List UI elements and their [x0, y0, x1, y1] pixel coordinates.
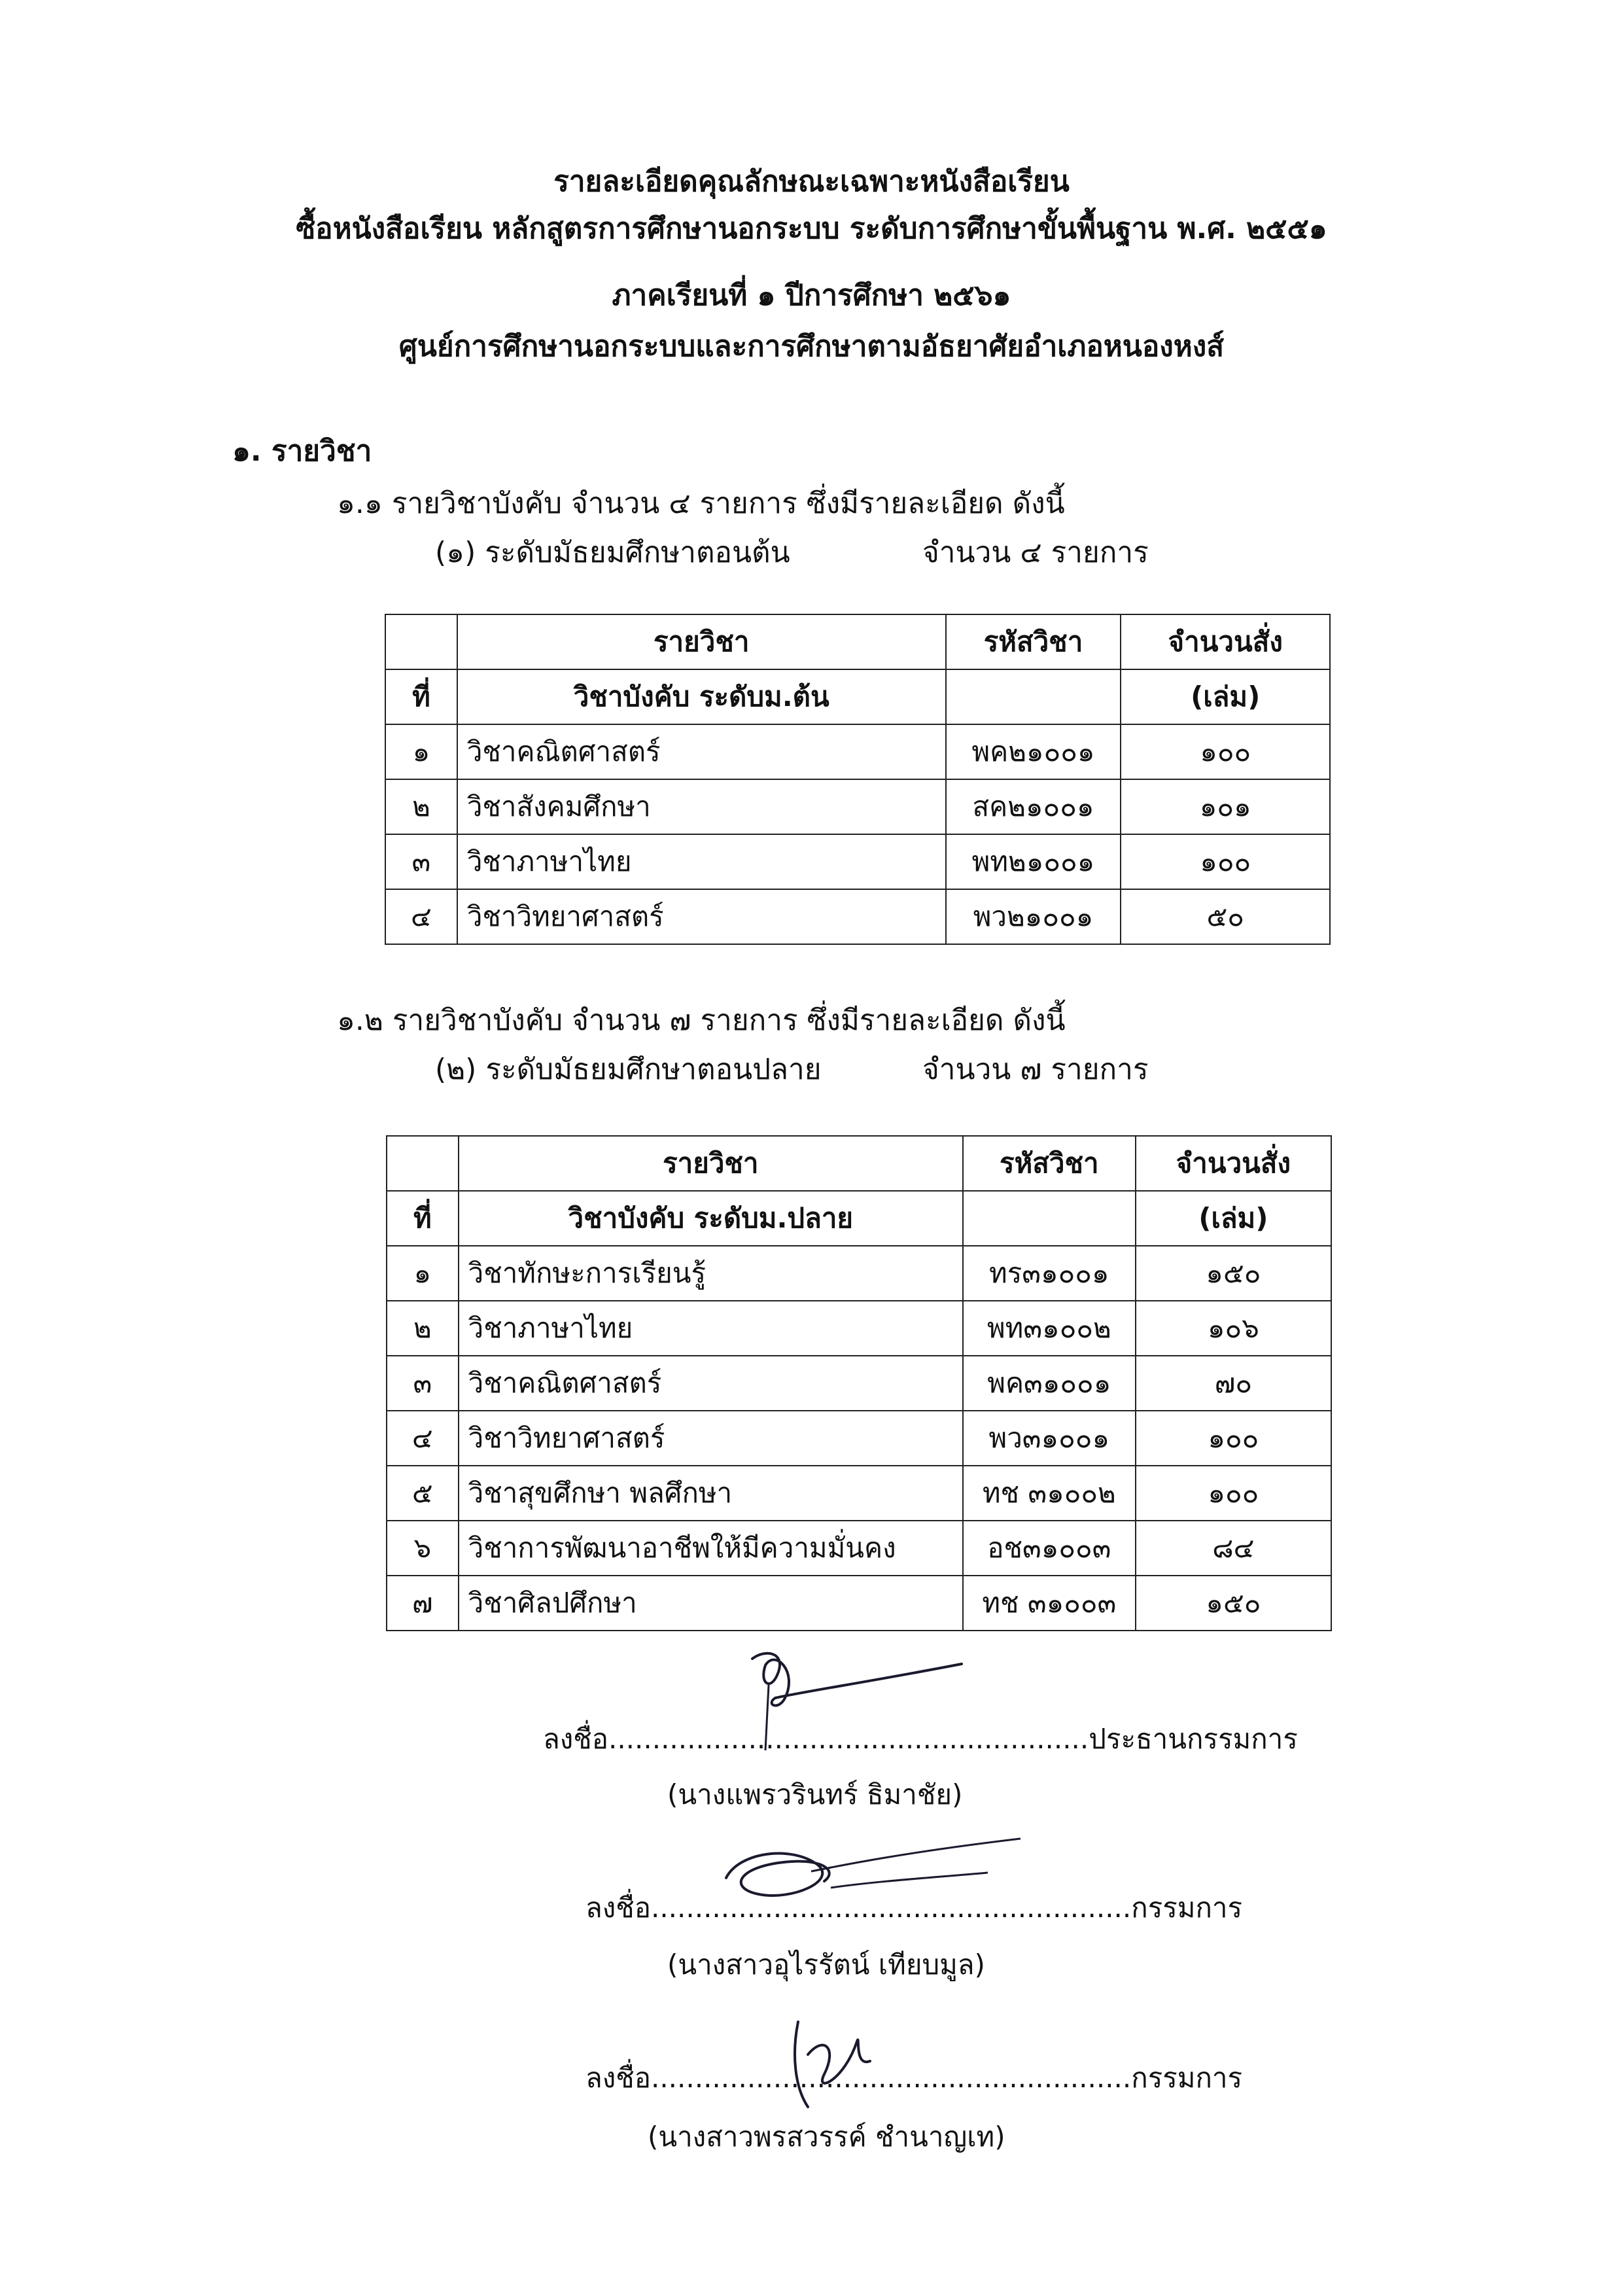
row-code: ทร๓๑๐๐๑ [963, 1246, 1136, 1301]
header-group: วิชาบังคับ ระดับม.ต้น [457, 669, 946, 724]
row-no: ๖ [387, 1521, 459, 1576]
doc-organization: ศูนย์การศึกษานอกระบบและการศึกษาตามอัธยาศัยอำเภอหนองหงส์ [398, 330, 1225, 363]
header-cell-blank [385, 614, 457, 669]
signature-line-member-2: ลงชื่อ.......................................................กรรมการ [585, 2062, 1243, 2094]
header-cell-blank [946, 669, 1121, 724]
signature-line-member-1: ลงชื่อ.......................................................กรรมการ [585, 1892, 1243, 1924]
row-qty: ๗๐ [1136, 1356, 1331, 1411]
table-row [387, 1246, 1331, 1301]
header-subject: รายวิชา [459, 1136, 963, 1191]
table-header-row [387, 1136, 1331, 1191]
item-count-2: จำนวน ๗ รายการ [922, 1053, 1149, 1086]
row-no: ๓ [385, 834, 457, 889]
signatory-name-1: (นางแพรวรินทร์ ธิมาชัย) [667, 1778, 963, 1810]
row-qty: ๑๐๑ [1121, 779, 1330, 834]
level-lower-secondary: (๑) ระดับมัธยมศึกษาตอนต้น [435, 536, 790, 569]
row-no: ๑ [387, 1246, 459, 1301]
table-row [385, 889, 1330, 944]
row-code: ทช ๓๑๐๐๓ [963, 1576, 1136, 1631]
row-no: ๓ [387, 1356, 459, 1411]
header-subject: รายวิชา [457, 614, 946, 669]
header-group: วิชาบังคับ ระดับม.ปลาย [459, 1191, 963, 1246]
table-header-row [387, 1191, 1331, 1246]
table-row [385, 779, 1330, 834]
table-upper-secondary [386, 1135, 1332, 1631]
row-qty: ๑๐๐ [1136, 1466, 1331, 1521]
row-subject: วิชาทักษะการเรียนรู้ [459, 1246, 963, 1301]
row-no: ๔ [387, 1411, 459, 1466]
signature-line-chairman: ลงชื่อ.......................................................ประธานกรรมการ [543, 1723, 1298, 1755]
row-subject: วิชาวิทยาศาสตร์ [459, 1411, 963, 1466]
row-no: ๗ [387, 1576, 459, 1631]
signatory-name-2: (นางสาวอุไรรัตน์ เทียบมูล) [667, 1949, 985, 1981]
row-code: พค๓๑๐๐๑ [963, 1356, 1136, 1411]
row-qty: ๑๐๖ [1136, 1301, 1331, 1356]
row-subject: วิชาการพัฒนาอาชีพให้มีความมั่นคง [459, 1521, 963, 1576]
row-subject: วิชาคณิตศาสตร์ [459, 1356, 963, 1411]
row-qty: ๑๕๐ [1136, 1576, 1331, 1631]
row-subject: วิชาภาษาไทย [459, 1301, 963, 1356]
row-code: พว๒๑๐๐๑ [946, 889, 1121, 944]
row-code: พท๒๑๐๐๑ [946, 834, 1121, 889]
row-no: ๑ [385, 724, 457, 779]
subsection-1-2: ๑.๒ รายวิชาบังคับ จำนวน ๗ รายการ ซึ่งมีรายละเอียด ดังนี้ [337, 1004, 1066, 1037]
row-subject: วิชาภาษาไทย [457, 834, 946, 889]
header-code: รหัสวิชา [963, 1136, 1136, 1191]
level-upper-secondary: (๒) ระดับมัธยมศึกษาตอนปลาย [435, 1053, 822, 1086]
row-qty: ๑๐๐ [1121, 834, 1330, 889]
table-row [387, 1521, 1331, 1576]
header-unit: (เล่ม) [1121, 669, 1330, 724]
table-header-row [385, 614, 1330, 669]
table-row [387, 1356, 1331, 1411]
row-qty: ๕๐ [1121, 889, 1330, 944]
signatory-name-3: (นางสาวพรสวรรค์ ชำนาญเท) [648, 2121, 1005, 2153]
doc-title: รายละเอียดคุณลักษณะเฉพาะหนังสือเรียน [553, 165, 1070, 198]
row-no: ๔ [385, 889, 457, 944]
row-subject: วิชาคณิตศาสตร์ [457, 724, 946, 779]
table-row [387, 1576, 1331, 1631]
row-code: อช๓๑๐๐๓ [963, 1521, 1136, 1576]
row-qty: ๘๔ [1136, 1521, 1331, 1576]
doc-term: ภาคเรียนที่ ๑ ปีการศึกษา ๒๕๖๑ [612, 279, 1011, 312]
header-code: รหัสวิชา [946, 614, 1121, 669]
row-code: พค๒๑๐๐๑ [946, 724, 1121, 779]
header-unit: (เล่ม) [1136, 1191, 1331, 1246]
header-cell-blank [963, 1191, 1136, 1246]
table-row [385, 724, 1330, 779]
row-subject: วิชาศิลปศึกษา [459, 1576, 963, 1631]
doc-subtitle: ซื้อหนังสือเรียน หลักสูตรการศึกษานอกระบบ ระดับการศึกษาขั้นพื้นฐาน พ.ศ. ๒๕๕๑ [296, 212, 1327, 245]
row-qty: ๑๕๐ [1136, 1246, 1331, 1301]
row-no: ๒ [387, 1301, 459, 1356]
header-qty: จำนวนสั่ง [1136, 1136, 1331, 1191]
row-qty: ๑๐๐ [1136, 1411, 1331, 1466]
table-row [385, 834, 1330, 889]
header-no: ที่ [387, 1191, 459, 1246]
row-code: ทช ๓๑๐๐๒ [963, 1466, 1136, 1521]
row-subject: วิชาสุขศึกษา พลศึกษา [459, 1466, 963, 1521]
row-code: พว๓๑๐๐๑ [963, 1411, 1136, 1466]
row-subject: วิชาวิทยาศาสตร์ [457, 889, 946, 944]
row-subject: วิชาสังคมศึกษา [457, 779, 946, 834]
table-lower-secondary [385, 614, 1331, 945]
row-no: ๒ [385, 779, 457, 834]
table-row [387, 1411, 1331, 1466]
item-count-1: จำนวน ๔ รายการ [922, 536, 1149, 569]
header-cell-blank [387, 1136, 459, 1191]
table-header-row [385, 669, 1330, 724]
row-code: พท๓๑๐๐๒ [963, 1301, 1136, 1356]
header-no: ที่ [385, 669, 457, 724]
row-qty: ๑๐๐ [1121, 724, 1330, 779]
row-no: ๕ [387, 1466, 459, 1521]
header-qty: จำนวนสั่ง [1121, 614, 1330, 669]
table-row [387, 1301, 1331, 1356]
row-code: สค๒๑๐๐๑ [946, 779, 1121, 834]
subsection-1-1: ๑.๑ รายวิชาบังคับ จำนวน ๔ รายการ ซึ่งมีรายละเอียด ดังนี้ [337, 487, 1065, 520]
table-row [387, 1466, 1331, 1521]
section-heading: ๑. รายวิชา [232, 434, 372, 468]
